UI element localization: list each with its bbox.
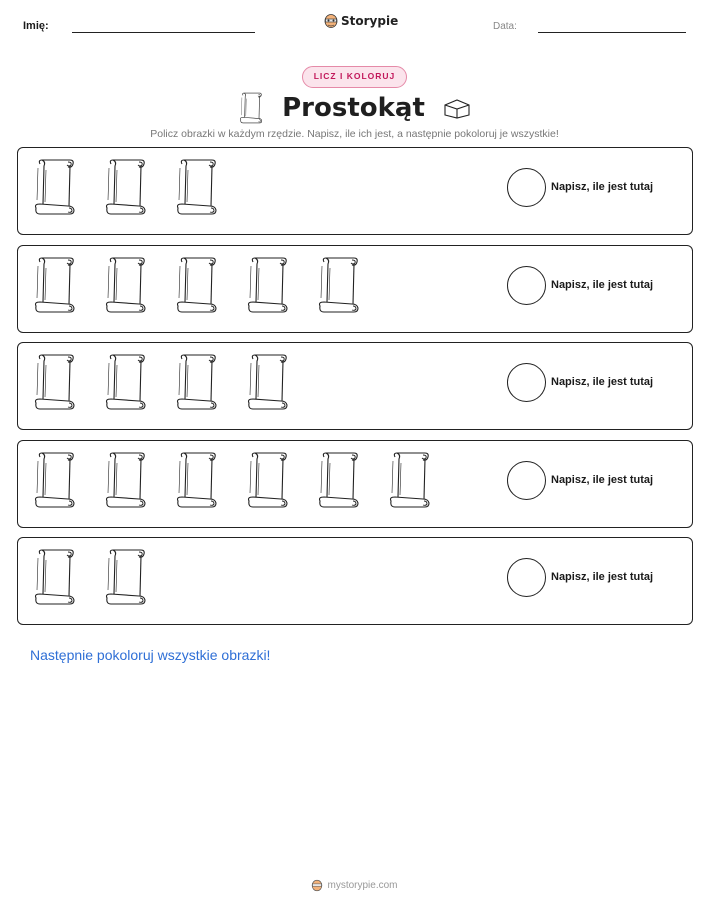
scroll-icon — [32, 353, 77, 411]
scroll-icon — [245, 353, 290, 411]
date-label: Data: — [493, 21, 517, 32]
scroll-icon — [103, 353, 148, 411]
answer-circle[interactable] — [507, 168, 546, 207]
scroll-icon — [387, 451, 432, 509]
scroll-group — [32, 548, 148, 606]
answer-circle[interactable] — [507, 363, 546, 402]
footer-note: Następnie pokoloruj wszystkie obrazki! — [30, 647, 271, 663]
scroll-icon — [103, 158, 148, 216]
scroll-group — [32, 451, 432, 509]
footer-brand — [0, 879, 709, 892]
scroll-icon — [32, 256, 77, 314]
scroll-icon — [103, 548, 148, 606]
answer-circle[interactable] — [507, 266, 546, 305]
scroll-icon — [238, 92, 264, 124]
scroll-group — [32, 256, 361, 314]
counting-row — [17, 342, 693, 430]
scroll-icon — [316, 256, 361, 314]
scroll-icon — [174, 451, 219, 509]
cube-icon — [443, 97, 471, 119]
scroll-group — [32, 158, 219, 216]
date-field[interactable] — [538, 32, 686, 33]
answer-label: Napisz, ile jest tutaj — [551, 376, 654, 388]
footer-url: mystorypie.com — [327, 880, 398, 891]
storypie-mascot-icon — [311, 879, 323, 892]
answer-circle[interactable] — [507, 558, 546, 597]
counting-row — [17, 245, 693, 333]
answer-label: Napisz, ile jest tutaj — [551, 474, 654, 486]
answer-label: Napisz, ile jest tutaj — [551, 279, 654, 291]
name-label: Imię: — [23, 20, 49, 32]
scroll-icon — [32, 548, 77, 606]
scroll-icon — [316, 451, 361, 509]
counting-row — [17, 147, 693, 235]
answer-label: Napisz, ile jest tutaj — [551, 571, 654, 583]
page-title: Prostokąt — [282, 93, 425, 123]
answer-label: Napisz, ile jest tutaj — [551, 181, 654, 193]
counting-row — [17, 440, 693, 528]
scroll-icon — [103, 451, 148, 509]
instructions: Policz obrazki w każdym rzędzie. Napisz, ile ich jest, a następnie pokoloruj je wszystkie! — [150, 128, 559, 140]
scroll-group — [32, 353, 290, 411]
scroll-icon — [174, 256, 219, 314]
answer-circle[interactable] — [507, 461, 546, 500]
scroll-icon — [174, 353, 219, 411]
activity-badge: LICZ I KOLORUJ — [302, 66, 407, 88]
scroll-icon — [245, 256, 290, 314]
name-field[interactable] — [72, 32, 255, 33]
title-row — [0, 92, 709, 124]
scroll-icon — [103, 256, 148, 314]
brand-name: Storypie — [341, 14, 399, 28]
scroll-icon — [32, 158, 77, 216]
counting-row — [17, 537, 693, 625]
scroll-icon — [174, 158, 219, 216]
brand-logo — [324, 13, 398, 29]
scroll-icon — [245, 451, 290, 509]
scroll-icon — [32, 451, 77, 509]
storypie-mascot-icon — [324, 13, 338, 29]
